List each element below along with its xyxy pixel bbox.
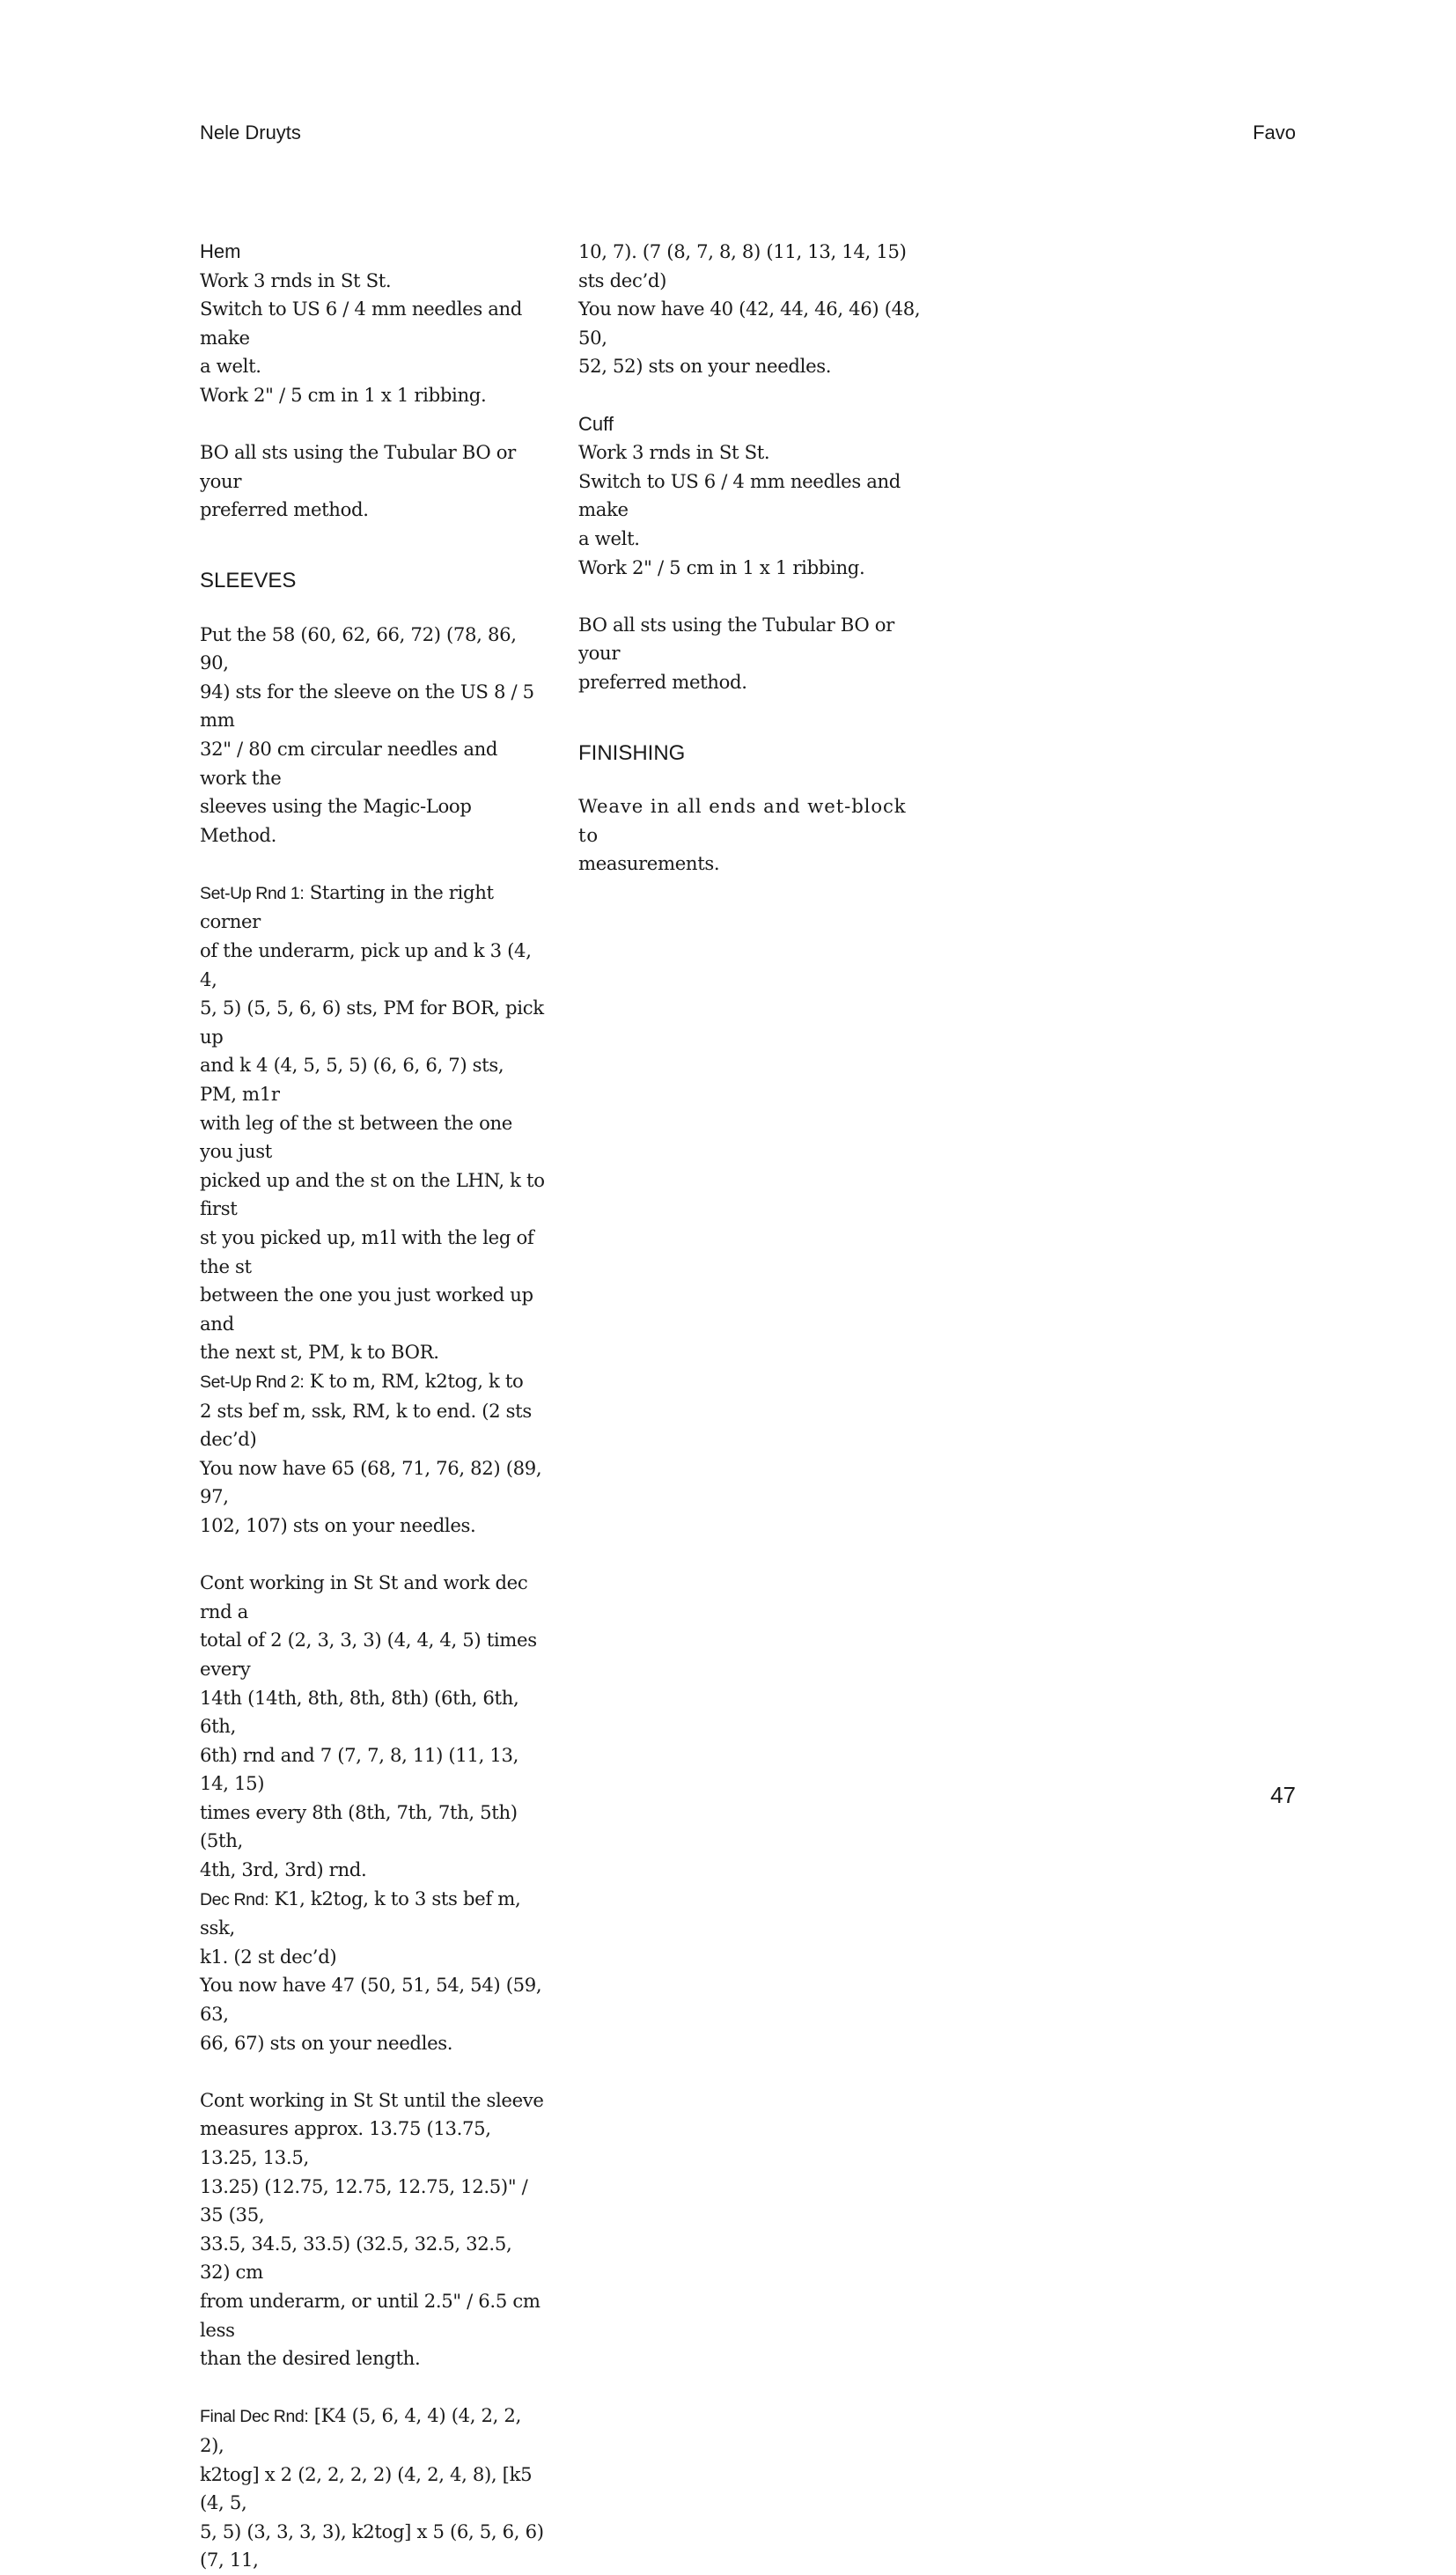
setup-rnd-2-text: K to m, RM, k2tog, k to [304,1369,524,1392]
final-dec-rnd-text: [K4 (5, 6, 4, 4) (4, 2, 2, 2), [200,2404,521,2456]
cont-working-line: 4th, 3rd, 3rd) rnd. [200,1858,367,1881]
setup-rnd-1-line: between the one you just worked up and [200,1284,533,1335]
dec-rnd-line: You now have 47 (50, 51, 54, 54) (59, 63, [200,1974,542,2026]
setup-rnd-2-line: 2 sts bef m, ssk, RM, k to end. (2 sts dec’d) [200,1399,532,1451]
cont-until-line: from underarm, or until 2.5" / 6.5 cm less [200,2289,540,2341]
cont-until-line: than the desired length. [200,2347,421,2370]
final-dec-rnd [200,2402,545,2460]
cuff-line: Work 2" / 5 cm in 1 x 1 ribbing. [578,555,865,578]
cuff-line: preferred method. [578,670,747,693]
setup-rnd-1 [200,879,545,937]
dec-rnd-text: K1, k2tog, k to 3 sts bef m, ssk, [200,1887,521,1939]
cont-until-line: 13.25) (12.75, 12.75, 12.75, 12.5)" / 35 (35, [200,2174,528,2226]
dec-rnd-line: 66, 67) sts on your needles. [200,2031,453,2054]
setup-rnd-1-line: picked up and the st on the LHN, k to first [200,1168,545,1220]
cont-until-line: Cont working in St St until the sleeve [200,2088,544,2111]
cont-working-line: total of 2 (2, 3, 3, 3) (4, 4, 4, 5) times every [200,1629,537,1680]
finishing-line: measurements. [578,852,720,875]
final-dec-cont-line: You now have 40 (42, 44, 46, 46) (48, 50, [578,298,921,349]
header-author: Nele Druyts [200,121,301,143]
final-dec-rnd-line: 5, 5) (3, 3, 3, 3), k2tog] x 5 (6, 5, 6, 6) (7, 11, [200,2520,544,2571]
cuff-line: a welt. [578,526,640,549]
dec-rnd [200,1885,545,1943]
cont-working-line: Cont working in St St and work dec rnd a [200,1571,528,1622]
hem-line: a welt. [200,355,261,378]
setup-rnd-2-line: You now have 65 (68, 71, 76, 82) (89, 97, [200,1456,542,1508]
cuff-line: Work 3 rnds in St St. [578,441,770,464]
hem-line: preferred method. [200,498,369,521]
hem-line: Work 2" / 5 cm in 1 x 1 ribbing. [200,383,487,406]
hem-line: Work 3 rnds in St St. [200,269,392,291]
dec-rnd-line: k1. (2 st dec’d) [200,1945,337,1968]
left-column [200,238,545,2575]
right-column [578,238,923,879]
cont-until-line: measures approx. 13.75 (13.75, 13.25, 13.5, [200,2117,491,2168]
cuff-line: Switch to US 6 / 4 mm needles and make [578,469,901,521]
final-dec-cont-line: 10, 7). (7 (8, 7, 8, 8) (11, 13, 14, 15) sts dec’d) [578,240,907,291]
sleeves-intro-line: Put the 58 (60, 62, 66, 72) (78, 86, 90, [200,622,517,674]
hem-line: BO all sts using the Tubular BO or your [200,441,516,492]
cont-until-line: 33.5, 34.5, 33.5) (32.5, 32.5, 32.5, 32) cm [200,2232,512,2284]
setup-rnd-1-line: 5, 5) (5, 5, 6, 6) sts, PM for BOR, pick up [200,997,544,1048]
setup-rnd-2 [200,1367,545,1397]
setup-rnd-2-line: 102, 107) sts on your needles. [200,1513,476,1536]
cont-working-line: times every 8th (8th, 7th, 7th, 5th) (5th, [200,1800,518,1852]
setup-rnd-1-label: Set-Up Rnd 1: [200,883,305,903]
dec-rnd-label: Dec Rnd: [200,1889,269,1909]
cont-working-line: 6th) rnd and 7 (7, 7, 8, 11) (11, 13, 14, 15) [200,1743,519,1795]
cuff-heading: Cuff [578,412,614,435]
page-number: 47 [1270,1782,1296,1808]
final-dec-rnd-line: k2tog] x 2 (2, 2, 2, 2) (4, 2, 4, 8), [k5 (4, 5, [200,2462,533,2514]
sleeves-heading: SLEEVES [200,568,297,592]
final-dec-cont-line: 52, 52) sts on your needles. [578,355,832,378]
final-dec-rnd-label: Final Dec Rnd: [200,2407,309,2427]
hem-heading: Hem [200,240,241,262]
sleeves-intro-line: sleeves using the Magic-Loop Method. [200,795,472,846]
setup-rnd-1-line: with leg of the st between the one you just [200,1111,512,1163]
cuff-line: BO all sts using the Tubular BO or your [578,613,894,665]
header-title: Favo [1253,121,1296,143]
setup-rnd-2-label: Set-Up Rnd 2: [200,1372,305,1392]
setup-rnd-1-text: Starting in the right corner [200,880,494,933]
sleeves-intro-line: 94) sts for the sleeve on the US 8 / 5 mm [200,680,534,732]
setup-rnd-1-line: st you picked up, m1l with the leg of the st [200,1226,534,1277]
hem-line: Switch to US 6 / 4 mm needles and make [200,298,523,349]
finishing-heading: FINISHING [578,740,686,765]
setup-rnd-1-line: of the underarm, pick up and k 3 (4, 4, [200,939,532,990]
setup-rnd-1-line: the next st, PM, k to BOR. [200,1341,439,1364]
setup-rnd-1-line: and k 4 (4, 5, 5, 5) (6, 6, 6, 7) sts, PM, m1r [200,1054,504,1106]
finishing-line: Weave in all ends and wet-block to [578,795,907,846]
cont-working-line: 14th (14th, 8th, 8th, 8th) (6th, 6th, 6th, [200,1686,519,1738]
sleeves-intro-line: 32" / 80 cm circular needles and work the [200,737,498,789]
